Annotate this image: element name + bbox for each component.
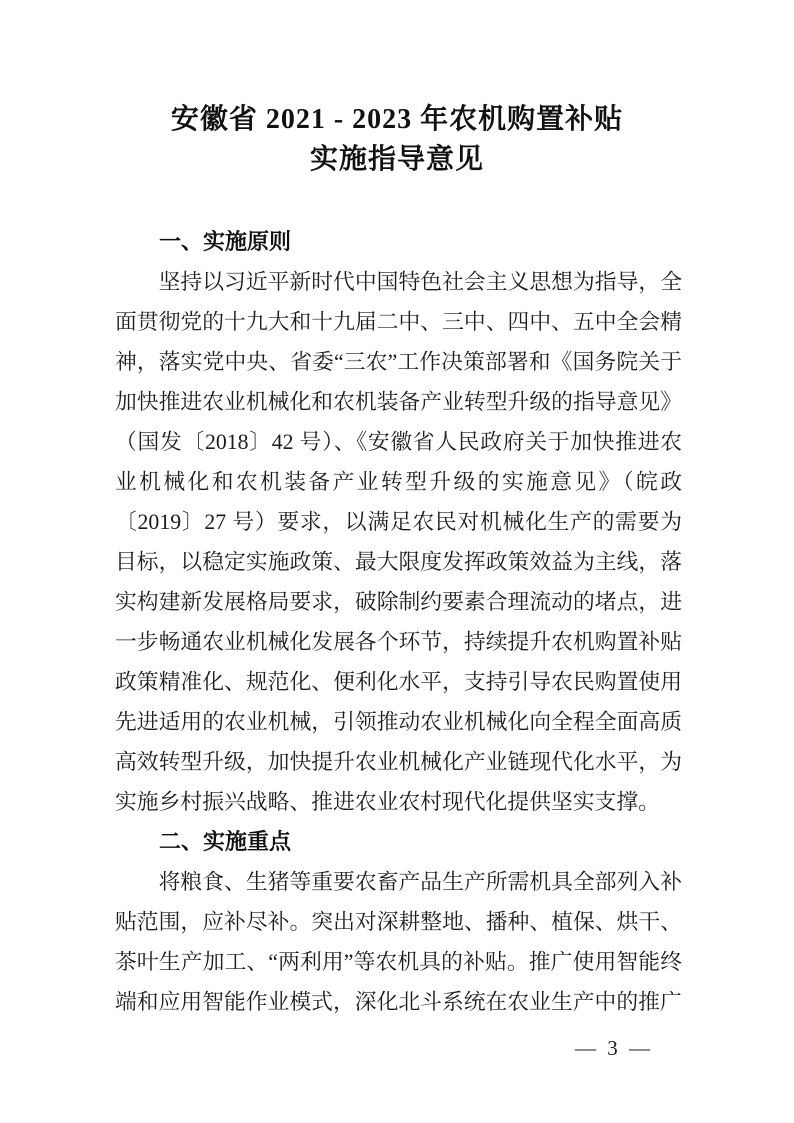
section-heading-implementation-principles: 一、实施原则: [159, 229, 292, 254]
section-paragraph-implementation-priorities: 将粮食、生猪等重要农畜产品生产所需机具全部列入补贴范围，应补尽补。突出对深耕整地、播种、植保、烘干、茶叶生产加工、“两利用”等农机具的补贴。推广使用智能终端和应用智能作业模式，深化北斗系统在农业生产中的推广: [115, 870, 682, 1014]
section-heading-implementation-priorities: 二、实施重点: [159, 829, 292, 854]
document-title-line-2: 实施指导意见: [309, 144, 484, 175]
section-paragraph-implementation-principles: 坚持以习近平新时代中国特色社会主义思想为指导，全面贯彻党的十九大和十九届二中、三中、四中、五中全会精神，落实党中央、省委“三农”工作决策部署和《国务院关于加快推进农业机械化和农机装备产业转型升级的指导意见》（国发〔2018〕42 号）、《安徽省人民政府关于加快推进农业机械化和农机装备产业转型升级的实施意见》（皖政〔2019〕27 号）要求，以满足农民对机械化生产的需要为目标，以稳定实施政策、最大限度发挥政策效益为主线，落实构建新发展格局要求，破除制约要素合理流动的堵点，进一步畅通农业机械化发展各个环节，持续提升农机购置补贴政策精准化、规范化、便利化水平，支持引导农民购置使用先进适用的农业机械，引领推动农业机械化向全程全面高质高效转型升级，加快提升农业机械化产业链现代化水平，为实施乡村振兴战略、推进农业农村现代化提供坚实支撑。: [115, 270, 682, 814]
document-title: [0, 0, 794, 180]
document-body: [115, 222, 682, 1022]
page-number: — 3 —: [575, 1036, 653, 1060]
document-title-line-1: 安徽省 2021 - 2023 年农机购置补贴: [170, 104, 624, 135]
